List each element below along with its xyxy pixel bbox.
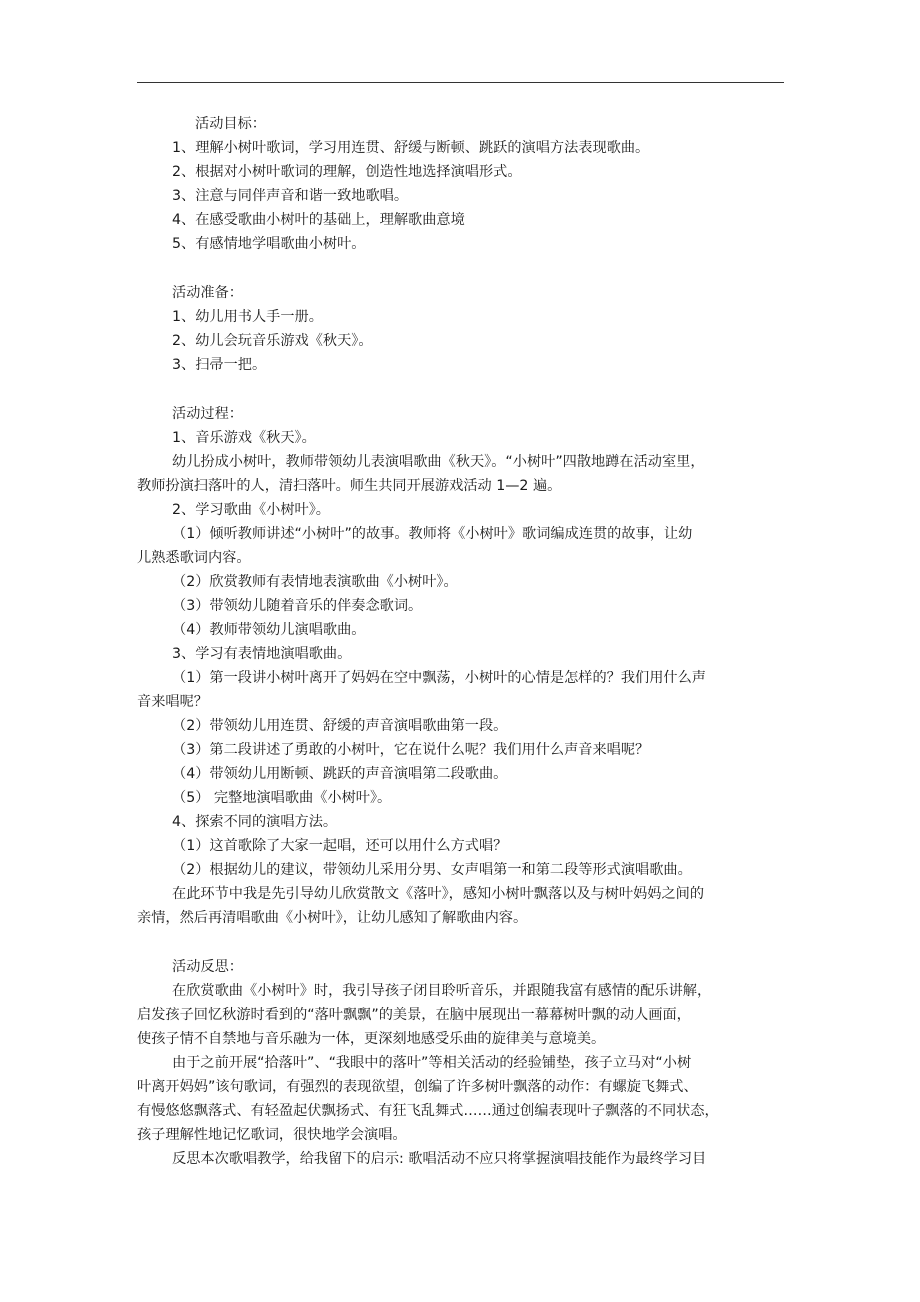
reflection-line: 使孩子情不自禁地与音乐融为一体，更深刻地感受乐曲的旋律美与意境美。 — [137, 1031, 606, 1047]
process-line: 教师扮演扫落叶的人，清扫落叶。师生共同开展游戏活动 1—2 遍。 — [137, 478, 562, 494]
goal-item: 3、注意与同伴声音和谐一致地歌唱。 — [172, 188, 409, 204]
process-line: 4、探索不同的演唱方法。 — [172, 814, 338, 830]
process-line: （5） 完整地演唱歌曲《小树叶》。 — [172, 790, 392, 806]
process-line: （1）倾听教师讲述“小树叶”的故事。教师将《小树叶》歌词编成连贯的故事，让幼 — [172, 526, 693, 542]
process-line: （1）第一段讲小树叶离开了妈妈在空中飘荡，小树叶的心情是怎样的？我们用什么声 — [172, 670, 706, 686]
preparation-item: 2、幼儿会玩音乐游戏《秋天》。 — [172, 333, 373, 349]
preparation-heading: 活动准备： — [172, 285, 243, 301]
preparation-item: 1、幼儿用书人手一册。 — [172, 309, 323, 325]
process-line: 在此环节中我是先引导幼儿欣赏散文《落叶》，感知小树叶飘落以及与树叶妈妈之间的 — [172, 886, 705, 902]
process-line: （4）教师带领幼儿演唱歌曲。 — [172, 622, 366, 638]
process-line: 儿熟悉歌词内容。 — [137, 550, 251, 566]
process-line: 3、学习有表情地演唱歌曲。 — [172, 646, 352, 662]
process-line: （3）带领幼儿随着音乐的伴奏念歌词。 — [172, 598, 423, 614]
process-line: （1）这首歌除了大家一起唱，还可以用什么方式唱？ — [172, 838, 508, 854]
process-heading: 活动过程： — [172, 406, 243, 422]
process-line: 2、学习歌曲《小树叶》。 — [172, 502, 330, 518]
reflection-line: 反思本次歌唱教学，给我留下的启示: 歌唱活动不应只将掌握演唱技能作为最终学习目 — [172, 1151, 707, 1167]
reflection-line: 孩子理解性地记忆歌词，很快地学会演唱。 — [137, 1127, 407, 1143]
goal-item: 1、理解小树叶歌词，学习用连贯、舒缓与断顿、跳跃的演唱方法表现歌曲。 — [172, 140, 650, 156]
preparation-item: 3、扫帚一把。 — [172, 357, 267, 373]
goal-item: 2、根据对小树叶歌词的理解，创造性地选择演唱形式。 — [172, 164, 522, 180]
process-line: （4）带领幼儿用断顿、跳跃的声音演唱第二段歌曲。 — [172, 766, 508, 782]
goals-heading: 活动目标： — [195, 116, 266, 132]
process-line: （2）带领幼儿用连贯、舒缓的声音演唱歌曲第一段。 — [172, 718, 508, 734]
reflection-heading: 活动反思： — [172, 959, 243, 975]
reflection-line: 由于之前开展“拾落叶”、“我眼中的落叶”等相关活动的经验铺垫，孩子立马对“小树 — [172, 1055, 692, 1071]
reflection-line: 有慢悠悠飘落式、有轻盈起伏飘扬式、有狂飞乱舞式……通过创编表现叶子飘落的不同状态， — [137, 1103, 719, 1119]
process-line: 音来唱呢？ — [137, 694, 208, 710]
goal-item: 5、有感情地学唱歌曲小树叶。 — [172, 236, 366, 252]
reflection-line: 在欣赏歌曲《小树叶》时，我引导孩子闭目聆听音乐，并跟随我富有感情的配乐讲解， — [172, 983, 712, 999]
header-rule — [137, 82, 784, 83]
process-line: 亲情，然后再清唱歌曲《小树叶》，让幼儿感知了解歌曲内容。 — [137, 910, 528, 926]
process-line: 1、音乐游戏《秋天》。 — [172, 430, 316, 446]
process-line: （3）第二段讲述了勇敢的小树叶，它在说什么呢？我们用什么声音来唱呢？ — [172, 742, 650, 758]
reflection-line: 叶离开妈妈”该句歌词，有强烈的表现欲望，创编了许多树叶飘落的动作：有螺旋飞舞式、 — [137, 1079, 698, 1095]
process-line: （2）欣赏教师有表情地表演歌曲《小树叶》。 — [172, 574, 458, 590]
reflection-line: 启发孩子回忆秋游时看到的“落叶飘飘”的美景，在脑中展现出一幕幕树叶飘的动人画面， — [137, 1007, 691, 1023]
process-line: 幼儿扮成小树叶，教师带领幼儿表演唱歌曲《秋天》。“小树叶”四散地蹲在活动室里， — [172, 454, 705, 470]
process-line: （2）根据幼儿的建议，带领幼儿采用分男、女声唱第一和第二段等形式演唱歌曲。 — [172, 862, 692, 878]
goal-item: 4、在感受歌曲小树叶的基础上，理解歌曲意境 — [172, 212, 465, 228]
